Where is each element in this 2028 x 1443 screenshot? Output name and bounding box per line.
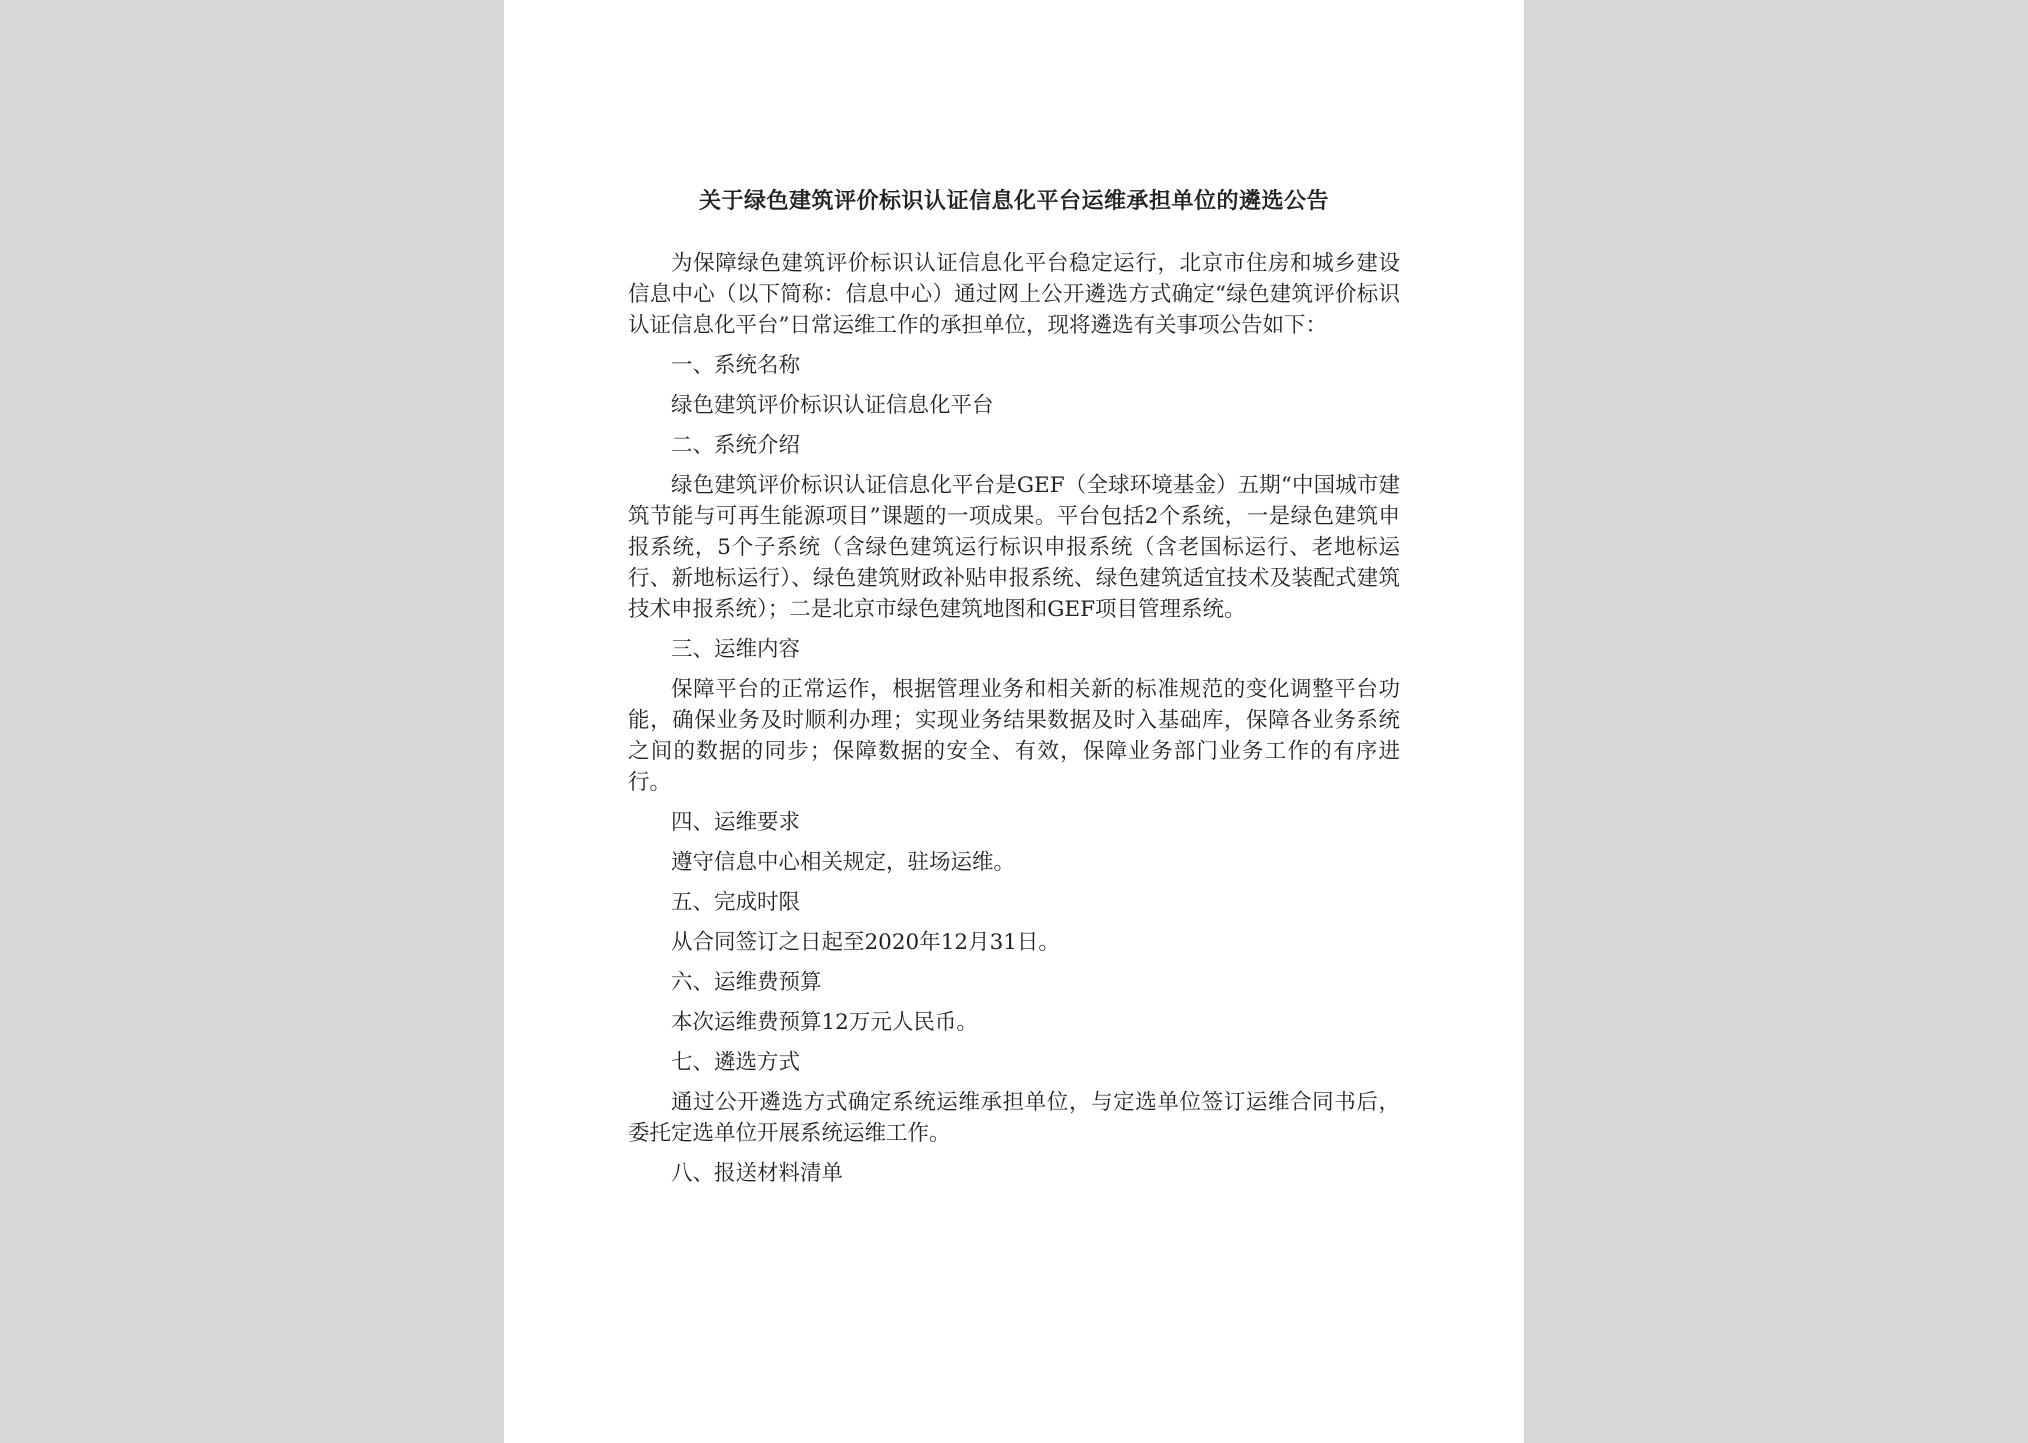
document-body — [628, 248, 1400, 1198]
section-paragraph: 绿色建筑评价标识认证信息化平台是GEF（全球环境基金）五期“中国城市建筑节能与可再生能源项目”课题的一项成果。平台包括2个系统，一是绿色建筑申报系统，5个子系统（含绿色建筑运行标识申报系统（含老国标运行、老地标运行、新地标运行）、绿色建筑财政补贴申报系统、绿色建筑适宜技术及装配式建筑技术申报系统）；二是北京市绿色建筑地图和GEF项目管理系统。 — [628, 473, 1400, 622]
intro-paragraph: 为保障绿色建筑评价标识认证信息化平台稳定运行，北京市住房和城乡建设信息中心（以下简称：信息中心）通过网上公开遴选方式确定“绿色建筑评价标识认证信息化平台”日常运维工作的承担单位，现将遴选有关事项公告如下： — [628, 251, 1400, 338]
section-heading: 一、系统名称 — [671, 353, 801, 378]
section-paragraph: 绿色建筑评价标识认证信息化平台 — [671, 393, 994, 418]
section-paragraph: 遵守信息中心相关规定，驻场运维。 — [671, 850, 1016, 875]
section-heading: 二、系统介绍 — [671, 433, 801, 458]
section-heading: 八、报送材料清单 — [671, 1161, 844, 1186]
section-paragraph: 从合同签订之日起至2020年12月31日。 — [671, 930, 1060, 955]
section-heading: 六、运维费预算 — [671, 970, 822, 995]
section-paragraph: 通过公开遴选方式确定系统运维承担单位，与定选单位签订运维合同书后，委托定选单位开展系统运维工作。 — [628, 1090, 1400, 1146]
section-paragraph: 本次运维费预算12万元人民币。 — [671, 1010, 978, 1035]
section-paragraph: 保障平台的正常运作，根据管理业务和相关新的标准规范的变化调整平台功能，确保业务及时顺利办理；实现业务结果数据及时入基础库，保障各业务系统之间的数据的同步；保障数据的安全、有效，保障业务部门业务工作的有序进行。 — [628, 677, 1400, 795]
section-heading: 七、遴选方式 — [671, 1050, 801, 1075]
section-heading: 四、运维要求 — [671, 810, 801, 835]
document-page — [504, 0, 1524, 1443]
document-title: 关于绿色建筑评价标识认证信息化平台运维承担单位的遴选公告 — [698, 188, 1329, 214]
section-heading: 三、运维内容 — [671, 637, 801, 662]
section-heading: 五、完成时限 — [671, 890, 801, 915]
